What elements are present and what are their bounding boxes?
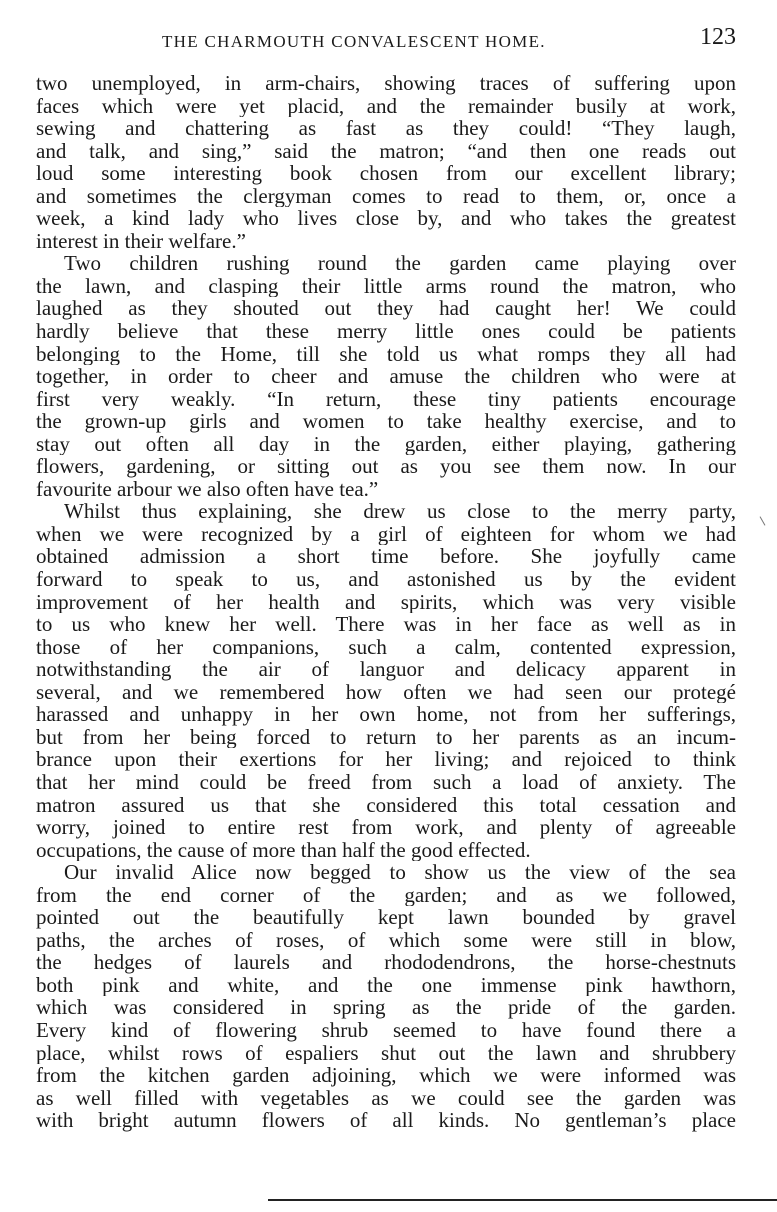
text-line: flowers, gardening, or sitting out as you see them now. In our <box>36 455 736 478</box>
text-line: but from her being forced to return to her parents as an incum- <box>36 725 736 749</box>
text-line: as well filled with vegetables as we could see the garden was <box>36 1086 736 1110</box>
text-line: with bright autumn flowers of all kinds. No gentleman’s place <box>36 1109 736 1132</box>
text-line: to us who knew her well. There was in her face as well as in <box>36 613 736 636</box>
text-line: paths, the arches of roses, of which some were still in blow, <box>36 928 736 952</box>
text-line: brance upon their exertions for her living; and rejoiced to think <box>36 748 736 771</box>
paragraph-first-line: Two children rushing round the garden came playing over <box>64 252 736 275</box>
text-line: when we were recognized by a girl of eighteen for whom we had <box>36 522 736 546</box>
footer-rule <box>268 1199 777 1201</box>
text-line: improvement of her health and spirits, which was very visible <box>36 590 736 614</box>
paragraph-first-line: Whilst thus explaining, she drew us close to the merry party, <box>64 500 736 523</box>
text-line: obtained admission a short time before. She joyfully came <box>36 545 736 569</box>
text-line: both pink and white, and the one immense pink hawthorn, <box>36 973 736 997</box>
text-line: first very weakly. “In return, these tiny patients encourage <box>36 387 736 411</box>
page-number: 123 <box>700 24 736 50</box>
text-line: the grown-up girls and women to take healthy exercise, and to <box>36 410 736 433</box>
text-line: forward to speak to us, and astonished us by the evident <box>36 568 736 591</box>
margin-mark <box>760 516 766 525</box>
text-line: sewing and chattering as fast as they could! “They laugh, <box>36 117 736 140</box>
text-line: the lawn, and clasping their little arms round the matron, who <box>36 274 736 298</box>
text-line: harassed and unhappy in her own home, not from her sufferings, <box>36 703 736 726</box>
text-line: worry, joined to entire rest from work, and plenty of agreeable <box>36 816 736 839</box>
text-line: pointed out the beautifully kept lawn bounded by gravel <box>36 906 736 929</box>
text-line: matron assured us that she considered this total cessation and <box>36 793 736 817</box>
text-line: from the kitchen garden adjoining, which we were informed was <box>36 1064 736 1087</box>
text-line: and sometimes the clergyman comes to read to them, or, once a <box>36 184 736 208</box>
text-line: Every kind of flowering shrub seemed to have found there a <box>36 1018 736 1042</box>
text-line: that her mind could be freed from such a load of anxiety. The <box>36 770 736 794</box>
text-line: laughed as they shouted out they had caught her! We could <box>36 297 736 321</box>
running-title: THE CHARMOUTH CONVALESCENT HOME. <box>162 32 546 51</box>
text-line: favourite arbour we also often have tea.” <box>36 477 379 501</box>
text-line: interest in their welfare.” <box>36 229 246 253</box>
text-line: week, a kind lady who lives close by, and who takes the greatest <box>36 207 736 230</box>
text-line: faces which were yet placid, and the remainder busily at work, <box>36 94 736 118</box>
text-line: and talk, and sing,” said the matron; “and then one reads out <box>36 139 736 163</box>
text-line: several, and we remembered how often we had seen our protegé <box>36 680 736 704</box>
text-line: which was considered in spring as the pride of the garden. <box>36 996 736 1019</box>
text-line: the hedges of laurels and rhododendrons, the horse-chestnuts <box>36 951 736 974</box>
text-line: those of her companions, such a calm, contented expression, <box>36 635 736 659</box>
text-line: occupations, the cause of more than half the good effected. <box>36 838 531 862</box>
paragraph-first-line: Our invalid Alice now begged to show us the view of the sea <box>64 861 736 884</box>
text-line: stay out often all day in the garden, either playing, gathering <box>36 432 736 456</box>
text-line: together, in order to cheer and amuse the children who were at <box>36 365 736 388</box>
text-line: from the end corner of the garden; and as we followed, <box>36 883 736 907</box>
body-text <box>36 72 736 1132</box>
running-head <box>36 22 740 56</box>
text-line: hardly believe that these merry little ones could be patients <box>36 320 736 343</box>
text-line: notwithstanding the air of languor and delicacy apparent in <box>36 658 736 681</box>
text-line: loud some interesting book chosen from our excellent library; <box>36 162 736 185</box>
text-line: two unemployed, in arm-chairs, showing traces of suffering upon <box>36 72 736 95</box>
text-line: place, whilst rows of espaliers shut out the lawn and shrubbery <box>36 1041 736 1065</box>
text-line: belonging to the Home, till she told us what romps they all had <box>36 342 736 366</box>
